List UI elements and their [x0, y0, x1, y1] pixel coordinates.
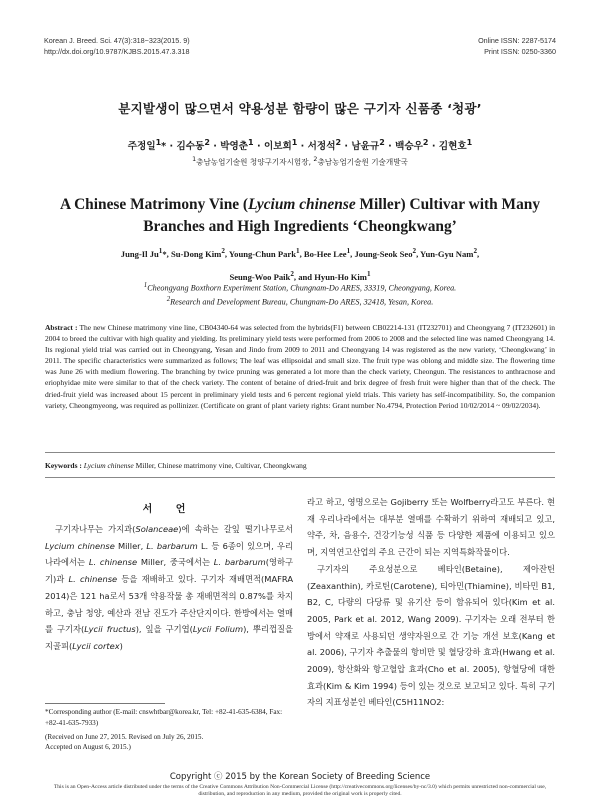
- license-notice: This is an Open-Access article distributed under the terms of the Creative Commons Attribution Non-Commercial License (http://creativecommons.org/licenses/by-nc/3.0) which permits unrestricted non-commercial use, distribution, and reproduction in any medium, provided the original work is properly cited.: [53, 784, 547, 797]
- affiliation-1: $^1$Cheongyang Boxthorn Experiment Station, Chungnam-Do ARES, 33319, Cheongyang, Korea.: [143, 282, 457, 293]
- keywords-label: Keywords :: [45, 461, 82, 470]
- body-paragraph: 구기자의 주요성분으로 베타인(Betaine), 제아잔틴(Zeaxanthin), 카로틴(Carotene), 티아민(Thiamine), 비타민 B1, B2, C, 다량의 다당류 및 유기산 등이 함유되어 있다(Kim et al. 2005, Park et al. 2012, Wang 2009). 구기자는 오래 전부터 한방에서 약재로 사용되던 생약자원으로 간 기능 개선 보호(Kang et al. 2006), 구기자 추출물의 항비만 및 혈당강하 효과(Hwang et al. 2009), 항산화와 항고혈압 효과(Cho et al. 2005), 항혈당에 대한 효과(Kim & Kim 1994) 등이 있는 것으로 보고되고 있다. 특히 구기자의 지표성분인 베타인(C5H11NO2:: [307, 563, 555, 708]
- body-right-column: [307, 494, 555, 711]
- keywords: [45, 460, 555, 471]
- korean-authors: 주정일$^1$* · 김수동$^2$ · 박영춘$^1$ · 이보희$^1$ · 서정석$^2$ · 남윤규$^2$ · 백승우$^2$ · 김현호$^1$: [127, 138, 473, 153]
- section-heading-introduction: 서 언: [142, 504, 196, 515]
- korean-affiliation: $^1$충남농업기술원 청양구기자시험장, $^2$충남농업기술원 기술개발국: [192, 156, 408, 167]
- body-text: Miller,: [114, 540, 147, 551]
- journal-citation: Korean J. Breed. Sci. 47(3):318~323(2015. 9): [44, 36, 190, 45]
- species-name: Lycii Folium: [192, 624, 244, 635]
- body-paragraph: [45, 521, 293, 655]
- species-name: Lycii cortex: [72, 640, 120, 651]
- abstract: [45, 322, 555, 411]
- body-paragraph: 라고 하고, 영명으로는 Gojiberry 또는 Wolfberry라고도 부른다. 현재 우리나라에서는 대부분 열매를 수확하기 위하여 재배되고 있고, 약주, 차, 음용수, 건강기능성 식품 등 다양한 제품에 이용되고 있으며, 지역연고산업의 주요 근간이 되는 지역특화작물이다.: [307, 497, 555, 558]
- copyright-notice: Copyright ⓒ 2015 by the Korean Society of Breeding Science: [169, 772, 431, 782]
- body-left-column: [45, 521, 293, 655]
- abstract-label: Abstract :: [45, 323, 78, 332]
- divider: [45, 452, 555, 453]
- english-affiliations: [40, 280, 560, 308]
- journal-header: [44, 35, 190, 57]
- doi-link[interactable]: http://dx.doi.org/10.9787/KJBS.2015.47.3.318: [44, 47, 190, 56]
- body-text: )에 속하는 갈잎 떨기나무로서: [178, 524, 294, 534]
- footnote-rule: [45, 703, 165, 704]
- print-issn: Print ISSN: 0250-3360: [484, 47, 556, 56]
- title-line-2: Branches and High Ingredients ‘Cheongkwang’: [143, 218, 457, 235]
- species-name: Lycium chinense: [45, 540, 115, 551]
- title-part: Miller) Cultivar with Many: [355, 196, 541, 213]
- body-text: ): [119, 640, 123, 651]
- body-text: Miller, 중국에서는: [137, 557, 214, 568]
- species-name: L. chinense: [88, 557, 138, 568]
- species-name: Solanceae: [135, 524, 179, 534]
- title-part: A Chinese Matrimony Vine (: [59, 196, 249, 213]
- corresponding-author: *Corresponding author (E-mail: cnswhtbar@korea.kr, Tel: +82-41-635-6384, Fax: +82-41-635-7933): [45, 708, 283, 727]
- body-text: L. 등 6종이 있으며, 우리나라에서는: [45, 540, 293, 568]
- korean-title: 분지발생이 많으면서 약용성분 함량이 많은 구기자 신품종 ‘청광’: [118, 101, 482, 116]
- body-text: 등을 재배하고 있다. 구기자 재배면적(MAFRA 2014)은 121 ha로서 53개 약용작물 총 재배면적의 0.87%를 차지하고, 충남 청양, 예산과 전남 진도가 주산단지이다. 한방에서는 열매를 구기자(: [45, 574, 294, 635]
- body-text: 구기자나무는 가지과(: [54, 524, 136, 534]
- species-name: L. chinense: [68, 574, 118, 585]
- species-name: L. barbarum: [213, 557, 266, 568]
- species-name: L. barbarum: [146, 540, 198, 551]
- keywords-text: Miller, Chinese matrimony vine, Cultivar, Cheongkwang: [133, 461, 307, 470]
- english-authors: Jung-Il Ju$^1$*, Su-Dong Kim$^2$, Young-Chun Park$^1$, Bo-Hee Lee$^1$, Joung-Seok Seo$^2$, Yun-Gyu Nam$^2$, Seung-Woo Paik$^2$, and Hyun-Ho Kim$^1$: [120, 247, 480, 282]
- footnote: [45, 707, 293, 753]
- accepted-date: Accepted on August 6, 2015.): [45, 743, 131, 752]
- issn-block: [478, 35, 556, 57]
- abstract-text: The new Chinese matrimony vine line, CB04340-64 was selected from the hybrids(F1) between CB02214-131 (IT232701) and Cheongyang 7 (IT232601) in 2004 to breed the cultivar with high quality and yielding. Its preliminary yield tests were performed from 2006 to 2008 and the selected line was named Cheongyang 14. Its regional yield trial was carried out in Cheongyang, Yesan and Jindo from 2009 to 2011 and Cheongyang 14 was registered as the new variety, ‘Cheongkwang’ in 2011. The specific characteristics were summarized as follows; The leaf was ellipsoidal and small size. The fruit type was oblong and middle size. The flowering time was June 26 with medium flowering. The branching by twice pruning was generated a lot more than the check variety, Cheongun. The resistances to anthracnose and eriophyidae mite were similar to that of the check variety. The content of betaine of dried-fruit and brix degree of fresh fruit were higher than that of the check. The dried-fruit yield was increased about 15 percent in preliminary yield tests and 6 percent regional yield trials. This variety has self-incompatibility. So, the companion variety, Cheongmyeong, was required as pollinizer. (Certificate on grant of plant variety rights: Grant number No.4794, Protection Period 10/02/2014 ~ 09/02/2034).: [45, 323, 555, 410]
- affiliation-2: $^2$Research and Development Bureau, Chungnam-Do ARES, 32418, Yesan, Korea.: [166, 296, 434, 307]
- english-title: [40, 194, 560, 238]
- body-text: (영하구기)과: [45, 557, 294, 585]
- keywords-species: Lycium chinense: [83, 461, 134, 470]
- body-text: ), 잎을 구기엽(: [135, 624, 193, 635]
- received-date: (Received on June 27, 2015. Revised on July 26, 2015.: [45, 732, 204, 741]
- species-name: Lycii fructus: [84, 624, 136, 635]
- divider: [45, 477, 555, 478]
- online-issn: Online ISSN: 2287-5174: [478, 36, 556, 45]
- title-species: Lycium chinense: [248, 196, 356, 213]
- body-text: ), 뿌리껍질을 지골피(: [45, 624, 293, 651]
